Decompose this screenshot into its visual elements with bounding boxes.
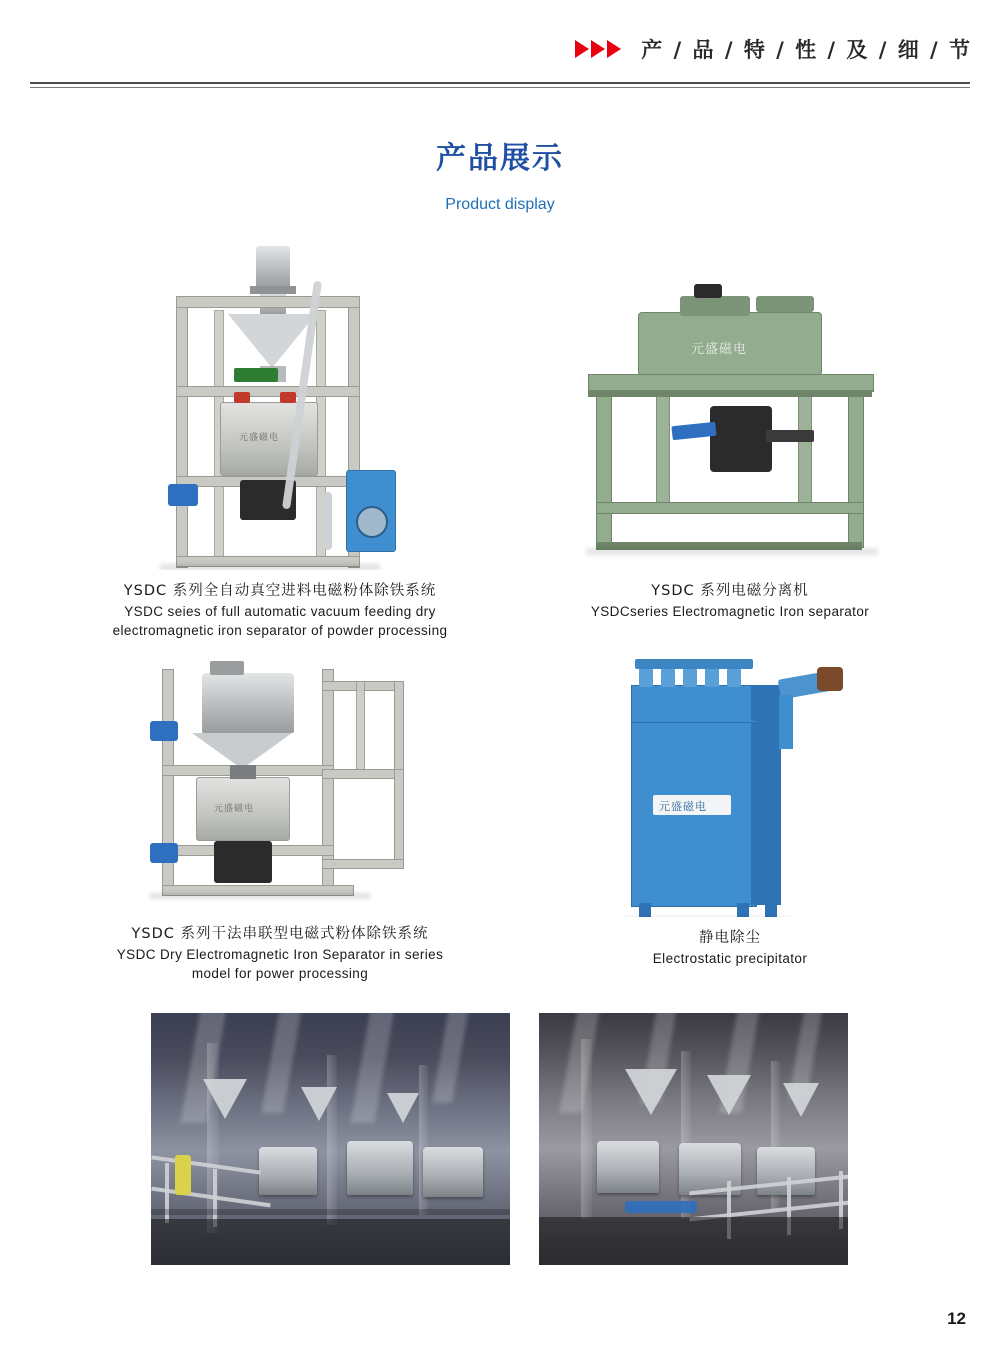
page-header (0, 0, 1000, 84)
page-title-zh: 产品展示 (436, 141, 564, 176)
caption-zh: YSDC 系列干法串联型电磁式粉体除铁系统 (131, 926, 429, 942)
header-title: 产 / 品 / 特 / 性 / 及 / 细 / 节 (641, 38, 972, 62)
caption-zh: YSDC 系列电磁分离机 (651, 583, 809, 599)
triple-right-arrow-icon (575, 40, 621, 58)
caption-zh: 静电除尘 (699, 930, 761, 946)
figure-electromagnetic-iron-separator (560, 278, 900, 621)
figure-caption (560, 582, 900, 621)
factory-workshop-photo-right (539, 1013, 848, 1265)
header-divider (30, 82, 970, 84)
caption-zh: YSDC 系列全自动真空进料电磁粉体除铁系统 (123, 583, 437, 599)
dry-series-electromagnetic-iron-separator-photo: 元盛磁电 (110, 645, 450, 913)
caption-en: YSDC Dry Electromagnetic Iron Separator in series model for power processing (116, 947, 444, 981)
header-divider-thin (30, 87, 970, 88)
electromagnetic-iron-separator-photo: 元盛磁电 (560, 278, 900, 570)
figure-factory-workshop-right (539, 1013, 848, 1265)
caption-en: Electrostatic precipitator (652, 951, 808, 966)
page-title-en: Product display (445, 196, 555, 213)
page-number: 12 (947, 1309, 966, 1328)
figure-electrostatic-precipitator (565, 645, 895, 968)
figure-dry-series-separator (110, 645, 450, 983)
figure-vacuum-feeding-system (110, 240, 450, 640)
figure-factory-workshop-left (151, 1013, 510, 1265)
factory-workshop-photo-left (151, 1013, 510, 1265)
vacuum-feeding-dry-electromagnetic-separator-photo: 元盛磁电 (110, 240, 450, 570)
electrostatic-precipitator-photo: 元盛磁电 (565, 645, 895, 917)
figure-caption (110, 925, 450, 983)
caption-en: YSDCseries Electromagnetic Iron separator (590, 604, 870, 619)
figure-caption (565, 929, 895, 968)
header-right-group (575, 34, 972, 64)
figure-caption (110, 582, 450, 640)
caption-en: YSDC seies of full automatic vacuum feeding dry electromagnetic iron separator of powder processing (112, 604, 448, 638)
